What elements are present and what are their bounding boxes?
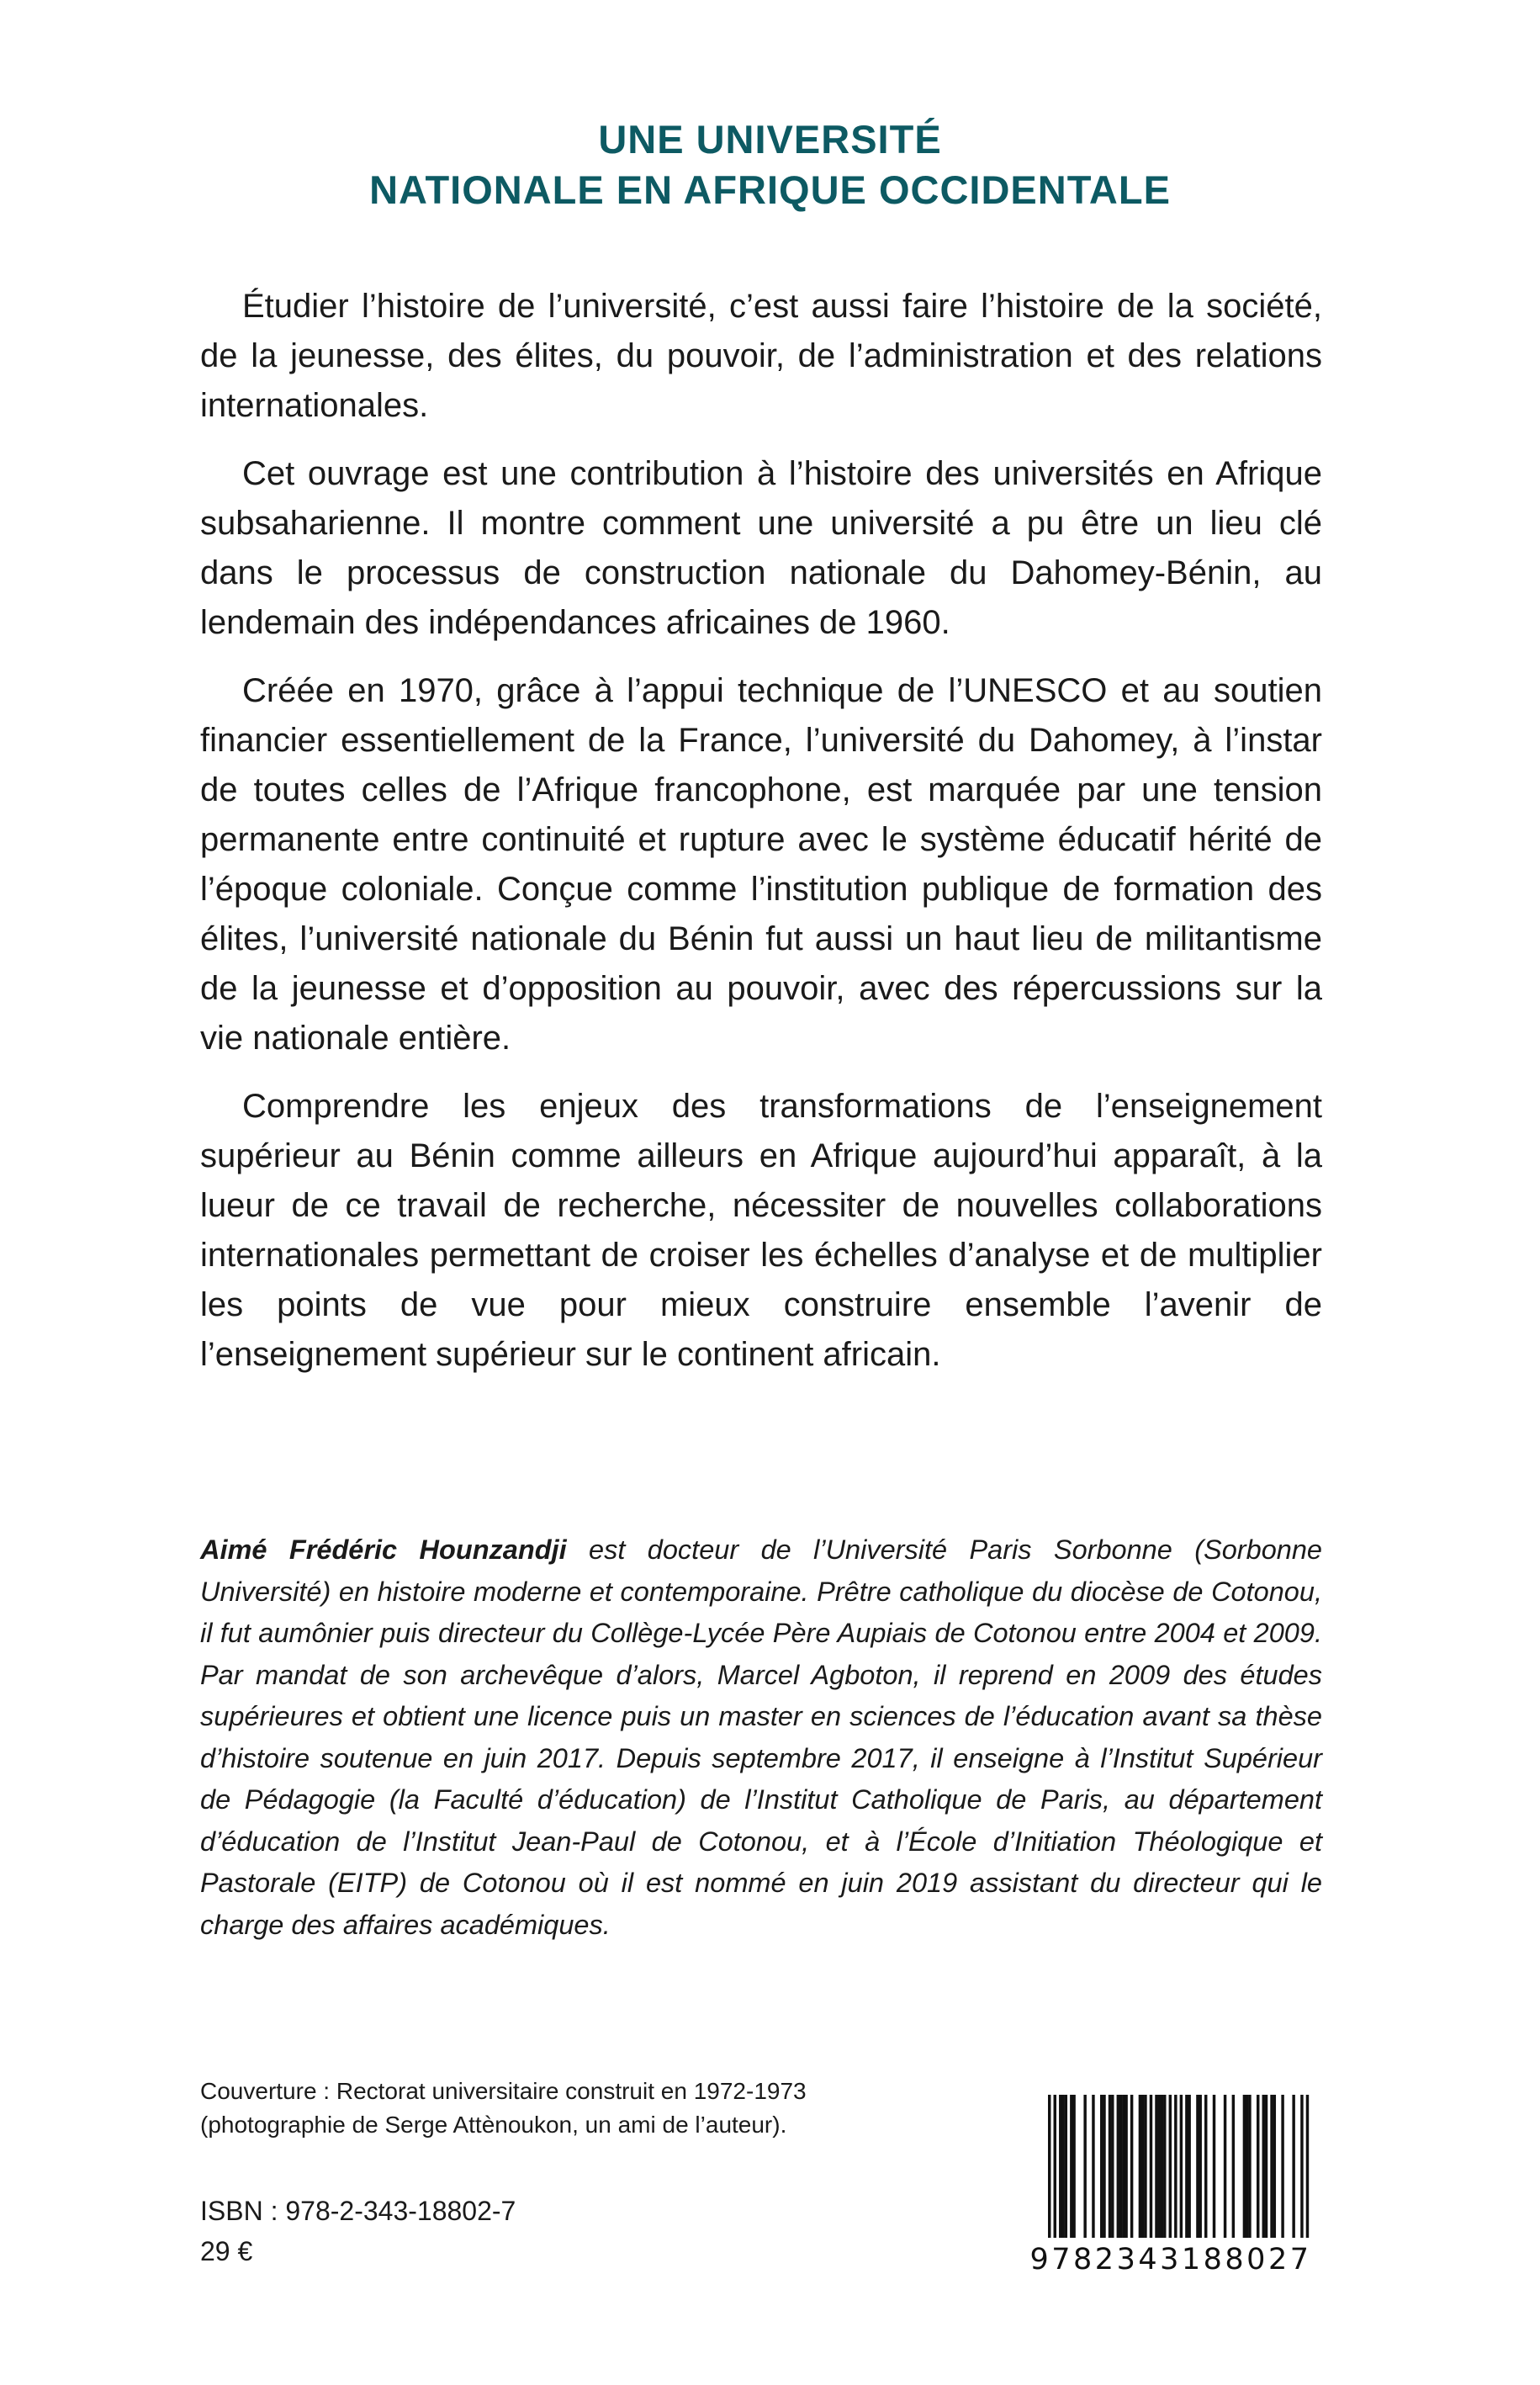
barcode-bar <box>1246 2095 1248 2238</box>
barcode-bar <box>1155 2095 1157 2238</box>
book-title-line-1: UNE UNIVERSITÉ <box>598 117 942 162</box>
book-title-line-2: NATIONALE EN AFRIQUE OCCIDENTALE <box>369 167 1171 212</box>
barcode-bar <box>1070 2095 1072 2238</box>
barcode-bar <box>1196 2095 1199 2238</box>
barcode-bar <box>1130 2095 1133 2238</box>
barcode-bar <box>1262 2095 1265 2238</box>
book-title <box>0 114 1540 215</box>
barcode-bar <box>1111 2095 1114 2238</box>
barcode-bar <box>1065 2095 1067 2238</box>
barcode-bar <box>1092 2095 1094 2238</box>
barcode-bar <box>1083 2095 1086 2238</box>
isbn-block <box>200 2191 516 2271</box>
barcode-bar <box>1281 2095 1283 2238</box>
barcode-bar <box>1117 2095 1119 2238</box>
summary-paragraph: Cet ouvrage est une contribution à l’histoire des universités en Afrique subsaharienne. Il montre comment une université a pu être un lieu clé dans le processus de construction nationale du Dahomey-Bénin, au lendemain des indépendances africaines de 1960. <box>200 455 1322 641</box>
barcode-bar <box>1061 2095 1064 2238</box>
barcode-bar <box>1273 2095 1276 2238</box>
author-bio-text: est docteur de l’Université Paris Sorbonne (Sorbonne Université) en histoire moderne et contemporaine. Prêtre catholique du diocèse de Cotonou, il fut aumônier puis directeur du Collège-Lycée Père Aupiais de Cotonou entre 2004 et 2009. Par mandat de son archevêque d’alors, Marcel Agboton, il reprend en 2009 des études supérieures et obtient une licence puis un master en sciences de l’éducation avant sa thèse d’histoire soutenue en juin 2017. Depuis septembre 2017, il enseigne à l’Institut Supérieur de Pédagogie (la Faculté d’éducation) de l’Institut Catholique de Paris, au département d’éducation de l’Institut Jean-Paul de Cotonou, et à l’École d’Initiation Théologique et Pastorale (EITP) de Cotonou où il est nommé en juin 2019 assistant du directeur qui le charge des affaires académiques. <box>200 1534 1323 1940</box>
barcode-bar <box>1144 2095 1146 2238</box>
author-name: Aimé Frédéric Hounzandji <box>200 1534 567 1565</box>
barcode-bar <box>1213 2095 1215 2238</box>
barcode-bar <box>1139 2095 1141 2238</box>
barcode-bar <box>1270 2095 1273 2238</box>
barcode-bar <box>1257 2095 1259 2238</box>
summary-paragraph: Créée en 1970, grâce à l’appui technique de l’UNESCO et au soutien financier essentiellement de la France, l’université du Dahomey, à l’instar de toutes celles de l’Afrique francophone, est marquée par une tension permanente entre continuité et rupture avec le système éducatif hérité de l’époque coloniale. Conçue comme l’institution publique de formation des élites, l’université nationale du Bénin fut aussi un haut lieu de militantisme de la jeunesse et d’opposition au pouvoir, avec des répercussions sur la vie nationale entière. <box>200 672 1322 1057</box>
barcode-bar <box>1150 2095 1152 2238</box>
barcode-bar <box>1072 2095 1075 2238</box>
barcode-digits: 9782343188027 <box>1029 2238 1312 2282</box>
isbn-number: ISBN : 978-2-343-18802-7 <box>200 2196 516 2226</box>
summary-paragraph: Étudier l’histoire de l’université, c’est aussi faire l’histoire de la société, de la jeunesse, des élites, du pouvoir, de l’administration et des relations internationales. <box>200 288 1322 424</box>
barcode-bar <box>1199 2095 1201 2238</box>
barcode-bar <box>1163 2095 1166 2238</box>
price: 29 € <box>200 2236 253 2266</box>
barcode-bar <box>1103 2095 1105 2238</box>
barcode-bar <box>1109 2095 1111 2238</box>
barcode-bar <box>1185 2095 1188 2238</box>
barcode-bar <box>1122 2095 1125 2238</box>
barcode-bar <box>1224 2095 1226 2238</box>
barcode-bar <box>1119 2095 1122 2238</box>
barcode-bar <box>1169 2095 1172 2238</box>
barcode <box>1029 2095 1312 2282</box>
barcode-bar <box>1204 2095 1207 2238</box>
summary-text <box>200 282 1322 1398</box>
barcode-bar <box>1100 2095 1103 2238</box>
summary-paragraph: Comprendre les enjeux des transformations de l’enseignement supérieur au Bénin comme ailleurs en Afrique aujourd’hui apparaît, à la lueur de ce travail de recherche, nécessiter de nouvelles collaborations internationales permettant de croiser les échelles d’analyse et de multiplier les points de vue pour mieux construire ensemble l’avenir de l’enseignement supérieur sur le continent africain. <box>200 1088 1322 1373</box>
barcode-bar <box>1232 2095 1235 2238</box>
barcode-bar <box>1059 2095 1061 2238</box>
author-biography <box>200 1529 1322 1946</box>
barcode-bar <box>1265 2095 1267 2238</box>
barcode-bar <box>1141 2095 1144 2238</box>
cover-caption <box>200 2075 940 2142</box>
barcode-bar <box>1243 2095 1246 2238</box>
barcode-bar <box>1292 2095 1294 2238</box>
barcode-bar <box>1248 2095 1251 2238</box>
barcode-bar <box>1125 2095 1127 2238</box>
cover-caption-line-1: Couverture : Rectorat universitaire construit en 1972-1973 <box>200 2078 807 2104</box>
barcode-bar <box>1161 2095 1163 2238</box>
barcode-bar <box>1158 2095 1161 2238</box>
cover-caption-line-2: (photographie de Serge Attènoukon, un ami de l’auteur). <box>200 2112 787 2138</box>
barcode-bar <box>1188 2095 1190 2238</box>
